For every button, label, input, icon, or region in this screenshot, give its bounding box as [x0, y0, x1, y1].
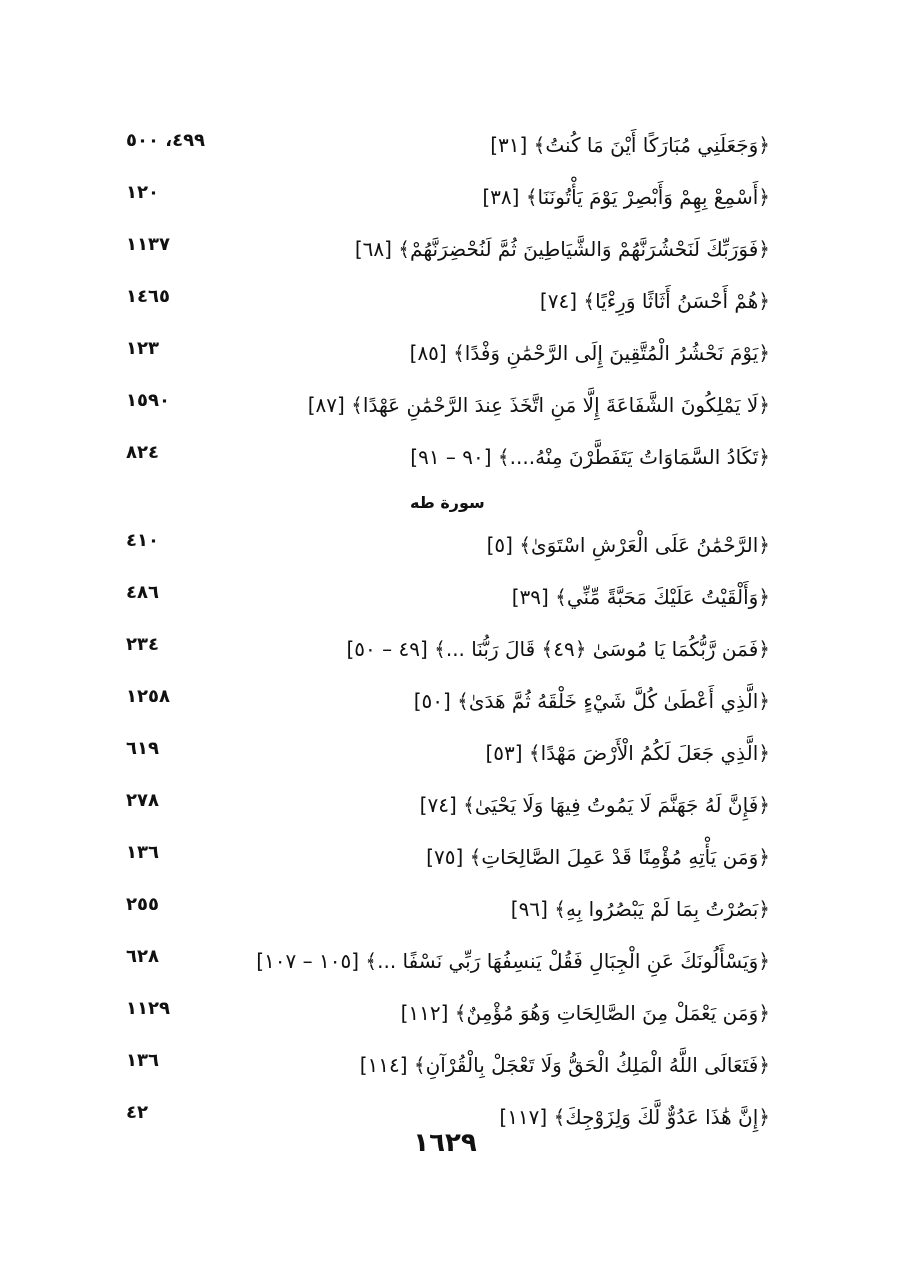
verse-text: ﴿بَصُرْتُ بِمَا لَمْ يَبْصُرُوا بِهِ﴾ [٩٦]: [510, 897, 770, 921]
verse-index-list: [120, 122, 770, 1146]
page-reference: ١٣٦: [126, 1050, 159, 1071]
page-reference: ١١٢٩: [126, 998, 170, 1019]
verse-text: ﴿وَأَلْقَيْتُ عَلَيْكَ مَحَبَّةً مِّنِّي﴾ [٣٩]: [511, 585, 770, 609]
verse-text: ﴿فَتَعَالَى اللَّهُ الْمَلِكُ الْحَقُّ وَلَا تَعْجَلْ بِالْقُرْآنِ﴾ [١١٤]: [359, 1053, 770, 1077]
page-reference: ٢٧٨: [126, 790, 159, 811]
page-reference: ١٢٠: [126, 182, 159, 203]
index-entry: [120, 990, 770, 1042]
verse-text: ﴿وَيَسْأَلُونَكَ عَنِ الْجِبَالِ فَقُلْ يَنسِفُهَا رَبِّي نَسْفًا ...﴾ [١٠٥ – ١٠٧]: [256, 949, 770, 973]
page-reference: ١٤٦٥: [126, 286, 170, 307]
verse-text: ﴿الَّذِي أَعْطَىٰ كُلَّ شَيْءٍ خَلْقَهُ ثُمَّ هَدَىٰ﴾ [٥٠]: [413, 689, 770, 713]
surah-heading: سورة طه: [410, 493, 485, 512]
index-entry: [120, 782, 770, 834]
index-entry: [120, 226, 770, 278]
verse-text: ﴿الَّذِي جَعَلَ لَكُمُ الْأَرْضَ مَهْدًا﴾ [٥٣]: [485, 741, 770, 765]
page-reference: ١١٣٧: [126, 234, 170, 255]
index-entry: [120, 382, 770, 434]
page-reference: ٤١٠: [126, 530, 159, 551]
surah-heading-row: [120, 486, 770, 522]
page-reference: ١٢٥٨: [126, 686, 170, 707]
page-number: ١٦٢٩: [413, 1128, 477, 1158]
verse-text: ﴿لَا يَمْلِكُونَ الشَّفَاعَةَ إِلَّا مَنِ اتَّخَذَ عِندَ الرَّحْمَٰنِ عَهْدًا﴾ [٨٧]: [307, 393, 770, 417]
verse-text: ﴿فَمَن رَّبُّكُمَا يَا مُوسَىٰ ﴿٤٩﴾ قَالَ رَبُّنَا ...﴾ [٤٩ – ٥٠]: [346, 637, 770, 661]
page-reference: ٤٨٦: [126, 582, 159, 603]
verse-text: ﴿فَإِنَّ لَهُ جَهَنَّمَ لَا يَمُوتُ فِيهَا وَلَا يَحْيَىٰ﴾ [٧٤]: [419, 793, 770, 817]
index-entry: [120, 678, 770, 730]
verse-text: ﴿وَجَعَلَنِي مُبَارَكًا أَيْنَ مَا كُنتُ﴾ [٣١]: [490, 133, 770, 157]
index-entry: [120, 122, 770, 174]
verse-text: ﴿الرَّحْمَٰنُ عَلَى الْعَرْشِ اسْتَوَىٰ﴾ [٥]: [486, 533, 770, 557]
index-entry: [120, 938, 770, 990]
page-reference: ١٥٩٠: [126, 390, 170, 411]
page-reference: ٦٢٨: [126, 946, 159, 967]
page-reference: ٤٩٩، ٥٠٠: [126, 130, 206, 151]
verse-text: ﴿وَمَن يَعْمَلْ مِنَ الصَّالِحَاتِ وَهُوَ مُؤْمِنٌ﴾ [١١٢]: [400, 1001, 770, 1025]
verse-text: ﴿إِنَّ هَٰذَا عَدُوٌّ لَّكَ وَلِزَوْجِكَ﴾ [١١٧]: [499, 1105, 770, 1129]
index-entry: [120, 574, 770, 626]
verse-text: ﴿يَوْمَ نَحْشُرُ الْمُتَّقِينَ إِلَى الرَّحْمَٰنِ وَفْدًا﴾ [٨٥]: [409, 341, 770, 365]
index-entry: [120, 522, 770, 574]
index-entry: [120, 626, 770, 678]
page-reference: ٦١٩: [126, 738, 159, 759]
page-reference: ٢٣٤: [126, 634, 159, 655]
verse-text: ﴿أَسْمِعْ بِهِمْ وَأَبْصِرْ يَوْمَ يَأْتُونَنَا﴾ [٣٨]: [482, 185, 770, 209]
page-reference: ٤٢: [126, 1102, 148, 1123]
index-entry: [120, 730, 770, 782]
index-entry: [120, 434, 770, 486]
verse-text: ﴿فَوَرَبِّكَ لَنَحْشُرَنَّهُمْ وَالشَّيَاطِينَ ثُمَّ لَنُحْضِرَنَّهُمْ﴾ [٦٨]: [354, 237, 770, 261]
index-entry: [120, 1042, 770, 1094]
page-reference: ٨٢٤: [126, 442, 159, 463]
verse-text: ﴿وَمَن يَأْتِهِ مُؤْمِنًا قَدْ عَمِلَ الصَّالِحَاتِ﴾ [٧٥]: [426, 845, 770, 869]
index-entry: [120, 834, 770, 886]
index-entry: [120, 330, 770, 382]
page-reference: ١٢٣: [126, 338, 159, 359]
page-reference: ٢٥٥: [126, 894, 159, 915]
index-entry: [120, 278, 770, 330]
page-reference: ١٣٦: [126, 842, 159, 863]
index-entry: [120, 174, 770, 226]
verse-text: ﴿هُمْ أَحْسَنُ أَثَاثًا وَرِءْيًا﴾ [٧٤]: [539, 289, 770, 313]
verse-text: ﴿تَكَادُ السَّمَاوَاتُ يَتَفَطَّرْنَ مِنْهُ....﴾ [٩٠ – ٩١]: [410, 445, 770, 469]
index-entry: [120, 886, 770, 938]
